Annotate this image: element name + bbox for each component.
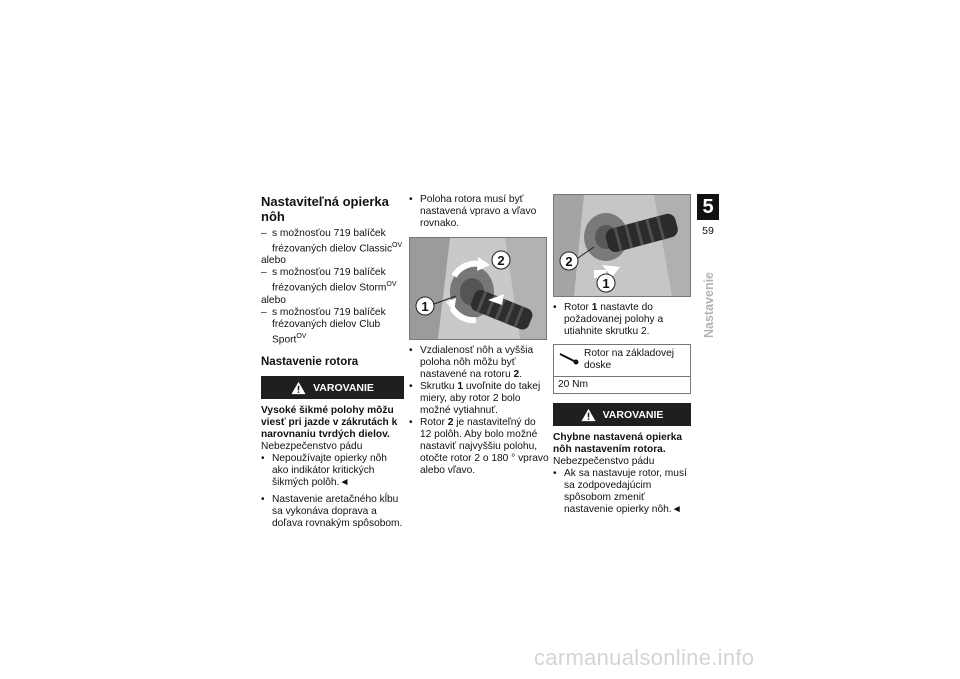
callout-label-2: 2 <box>497 253 505 268</box>
ref-number: 1 <box>591 302 598 313</box>
ref-number: 2 <box>447 417 454 428</box>
option-superscript: OV <box>392 242 403 249</box>
dash-marker: – <box>261 228 267 239</box>
section-side-label <box>698 265 720 345</box>
option-text: s možnosťou 719 balíček frézovaných dielov Classic <box>272 228 393 255</box>
right-column <box>553 194 691 516</box>
bullet-marker: • <box>261 494 265 506</box>
warning-cause: Nebezpečenstvo pádu <box>553 456 655 467</box>
torque-wrench-icon <box>558 351 580 365</box>
bullet-item <box>553 302 691 338</box>
torque-spec-box <box>553 344 691 394</box>
bullet-item <box>409 194 549 230</box>
bullet-text: Skrutku <box>420 381 458 392</box>
bullet-item <box>409 417 549 477</box>
bullet-item <box>261 494 404 530</box>
callout-label-2: 2 <box>565 254 573 269</box>
left-column <box>261 194 404 530</box>
footrest-photo-rotor <box>409 237 547 340</box>
bullet-item <box>409 381 549 417</box>
warning-banner <box>553 403 691 426</box>
chapter-number-tab: 5 <box>697 194 719 220</box>
torque-value: 20 Nm <box>554 376 690 393</box>
or-text: alebo <box>261 255 286 267</box>
footrest-illustration <box>410 238 546 339</box>
bullet-text-tail: . <box>519 369 522 380</box>
bullet-marker: • <box>553 302 557 313</box>
option-item <box>261 307 404 346</box>
ref-number: 1 <box>457 381 464 392</box>
warning-triangle-icon <box>581 408 596 422</box>
section-side-text: Nastavenie <box>702 271 716 339</box>
ref-number: 2 <box>513 369 520 380</box>
subsection-heading: Nastavenie rotora <box>261 356 359 369</box>
warning-cause: Nebezpečenstvo pádu <box>261 441 363 453</box>
option-superscript: OV <box>386 281 397 289</box>
bullet-text: Poloha rotora musí byť nastavená vpravo a vľavo rovnako. <box>420 194 537 229</box>
bullet-text-tail: uvoľnite do takej miery, aby rotor 2 bolo možné vytiahnuť. <box>420 381 541 416</box>
bullet-marker: • <box>553 468 557 479</box>
warning-triangle-icon <box>291 381 306 395</box>
option-item <box>261 228 404 255</box>
bullet-text: Nepoužívajte opierky nôh ako indikátor kritických šikmých polôh.◄ <box>272 453 387 489</box>
option-text: s možnosťou 719 balíček frézovaných dielov Storm <box>272 267 387 294</box>
bullet-text: Rotor <box>564 302 592 313</box>
section-title: Nastaviteľná opierka nôh <box>261 194 389 224</box>
footrest-photo-screw <box>553 194 691 297</box>
warning-headline: Chybne nastavená opierka nôh nastavením rotora. <box>553 432 683 455</box>
watermark: carmanualsonline.info <box>534 645 755 670</box>
bullet-item <box>409 345 549 381</box>
warning-banner <box>261 376 404 399</box>
torque-description: Rotor na základovej doske <box>584 348 675 371</box>
bullet-marker: • <box>409 345 413 356</box>
warning-label: VAROVANIE <box>313 381 374 394</box>
dash-marker: – <box>261 306 267 318</box>
bullet-marker: • <box>409 417 413 428</box>
page-number: 59 <box>702 225 714 237</box>
or-text: alebo <box>261 294 286 306</box>
dash-marker: – <box>261 267 267 279</box>
bullet-text: Rotor <box>420 417 448 428</box>
option-text: s možnosťou 719 balíček frézovaných dielov Club Sport <box>272 306 386 346</box>
bullet-marker: • <box>261 453 265 465</box>
option-item <box>261 267 404 294</box>
bullet-text: Vzdialenosť nôh a vyššia poloha nôh môžu byť nastavené na rotoru <box>420 345 534 380</box>
bullet-text: Nastavenie aretačného kĺbu sa vykonáva doprava a doľava rovnakým spôsobom. <box>272 494 403 530</box>
bullet-item <box>553 468 691 516</box>
option-superscript: OV <box>296 332 307 340</box>
bullet-text: Ak sa nastavuje rotor, musí sa zodpovedajúcim spôsobom zmeniť nastavenie opierky nôh.◄ <box>564 468 687 515</box>
middle-column <box>409 194 549 477</box>
bullet-text-tail: nastavte do požadovanej polohy a utiahnite skrutku 2. <box>564 302 664 337</box>
footrest-illustration <box>554 195 690 296</box>
bullet-text-tail: je nastaviteľný do 12 polôh. Aby bolo možné nastaviť najvyššiu polohu, otočte rotor 2 o 180 ° vpravo alebo vľavo. <box>420 417 549 476</box>
warning-headline: Vysoké šikmé polohy môžu viesť pri jazde v zákrutách k narovnaniu tvrdých dielov. <box>261 405 398 441</box>
callout-label-1: 1 <box>602 276 610 291</box>
bullet-item <box>261 453 404 489</box>
bullet-marker: • <box>409 194 413 205</box>
bullet-marker: • <box>409 381 413 392</box>
callout-label-1: 1 <box>421 299 429 314</box>
warning-label: VAROVANIE <box>602 408 664 421</box>
